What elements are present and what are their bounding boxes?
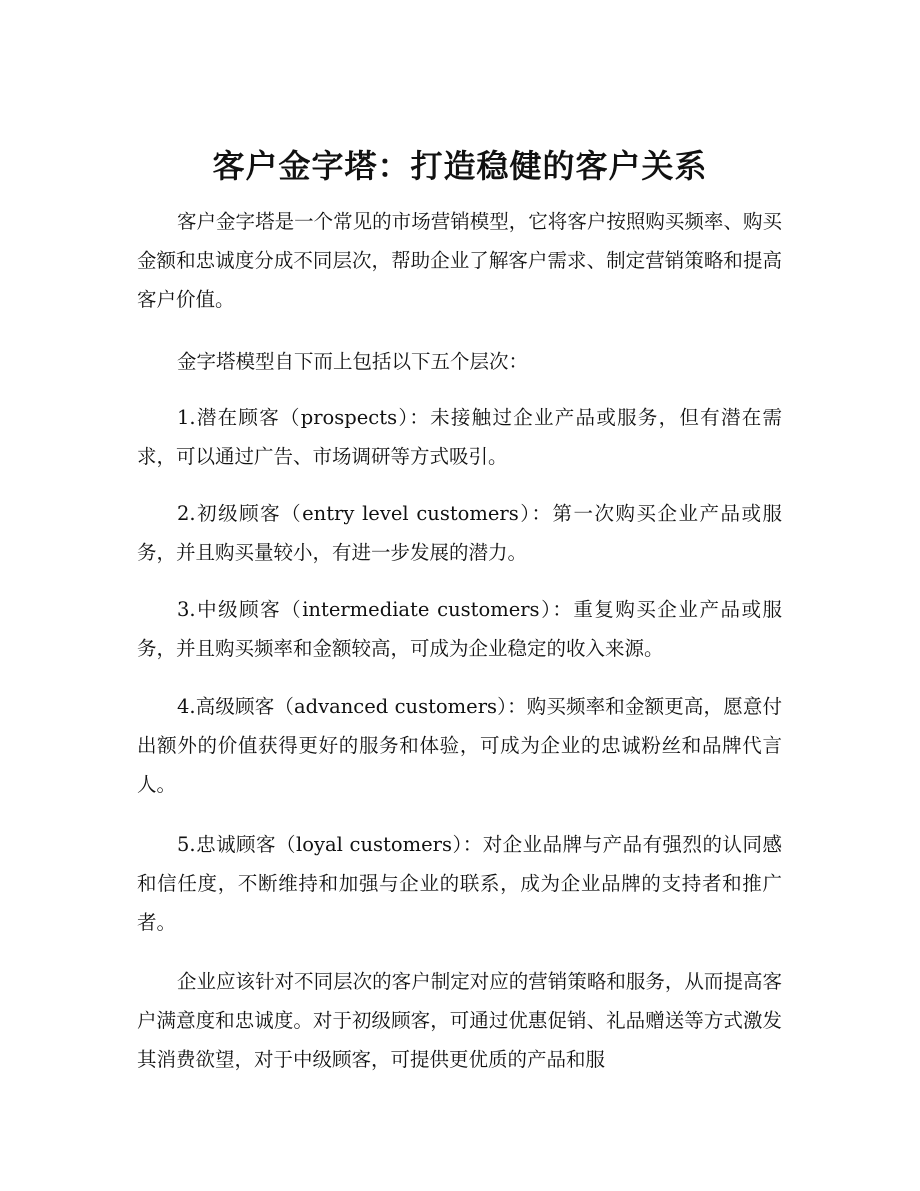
level-4-paragraph: 4.高级顾客（advanced customers）：购买频率和金额更高，愿意付出额外的价值获得更好的服务和体验，可成为企业的忠诚粉丝和品牌代言人。	[137, 695, 782, 796]
level-2-paragraph: 2.初级顾客（entry level customers）：第一次购买企业产品或服务，并且购买量较小，有进一步发展的潜力。	[137, 502, 782, 564]
level-5-paragraph: 5.忠诚顾客（loyal customers）：对企业品牌与产品有强烈的认同感和信任度，不断维持和加强与企业的联系，成为企业品牌的支持者和推广者。	[137, 833, 782, 934]
page-title: 客户金字塔：打造稳健的客户关系	[212, 147, 708, 185]
strategy-paragraph: 企业应该针对不同层次的客户制定对应的营销策略和服务，从而提高客户满意度和忠诚度。对于初级顾客，可通过优惠促销、礼品赠送等方式激发其消费欲望，对于中级顾客，可提供更优质的产品和服	[137, 970, 782, 1071]
level-3-paragraph: 3.中级顾客（intermediate customers）：重复购买企业产品或服务，并且购买频率和金额较高，可成为企业稳定的收入来源。	[137, 598, 782, 660]
levels-intro-paragraph: 金字塔模型自下而上包括以下五个层次：	[177, 350, 529, 373]
intro-paragraph: 客户金字塔是一个常见的市场营销模型，它将客户按照购买频率、购买金额和忠诚度分成不同层次，帮助企业了解客户需求、制定营销策略和提高客户价值。	[137, 210, 782, 311]
level-1-paragraph: 1.潜在顾客（prospects）：未接触过企业产品或服务，但有潜在需求，可以通过广告、市场调研等方式吸引。	[137, 406, 782, 468]
